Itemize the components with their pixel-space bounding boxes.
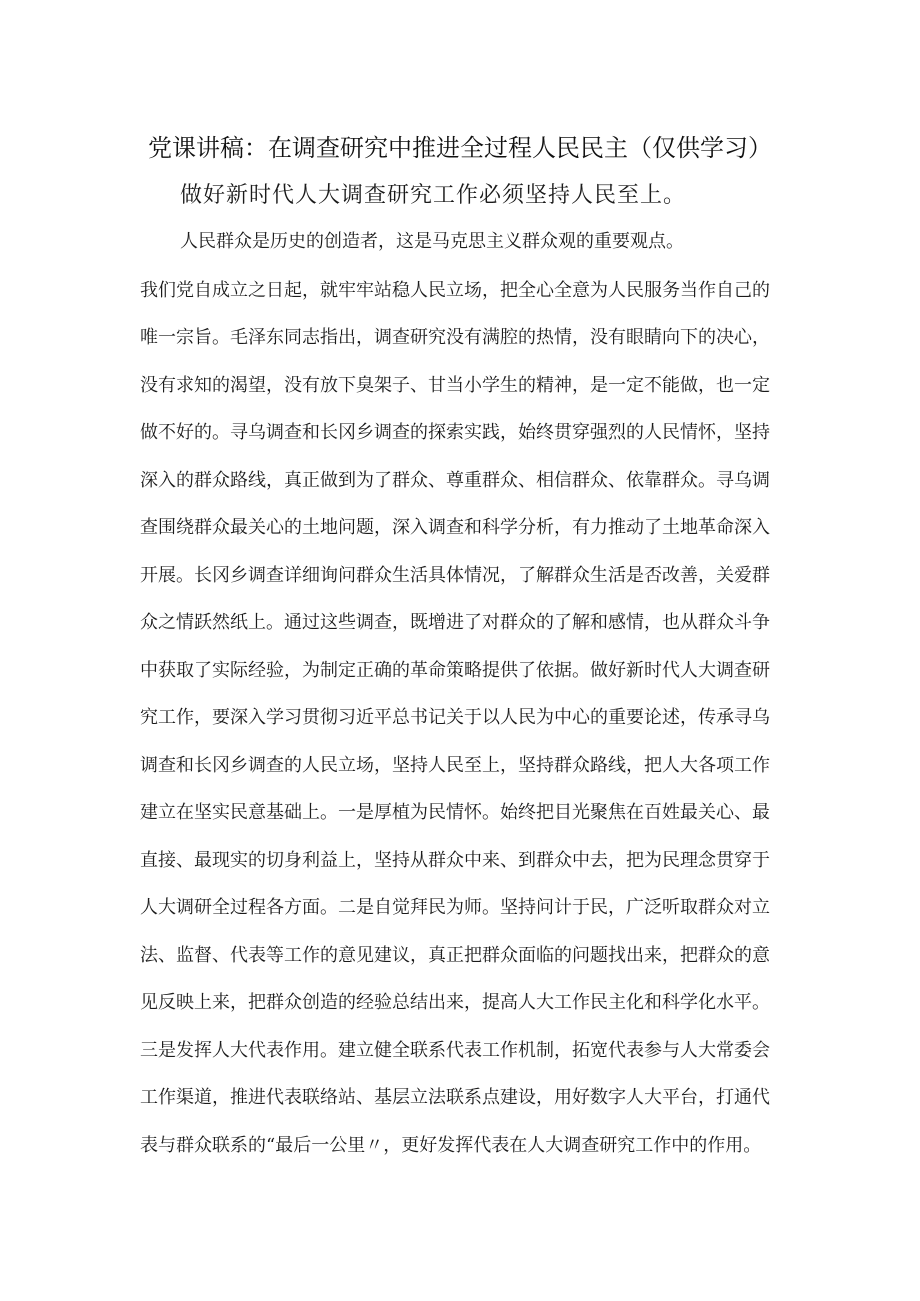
paragraph-line: 见反映上来，把群众创造的经验总结出来，提高人大工作民主化和科学化水平。 <box>140 992 770 1013</box>
paragraph-line: 没有求知的渴望，没有放下臭架子、甘当小学生的精神，是一定不能做，也一定 <box>140 375 770 396</box>
paragraph-line: 调查和长冈乡调查的人民立场，坚持人民至上，坚持群众路线，把人大各项工作 <box>140 755 770 776</box>
paragraph-line: 人大调研全过程各方面。二是自觉拜民为师。坚持问计于民，广泛听取群众对立 <box>140 897 770 918</box>
paragraph-line: 表与群众联系的“最后一公里〃，更好发挥代表在人大调查研究工作中的作用。 <box>140 1135 762 1156</box>
paragraph-line: 三是发挥人大代表作用。建立健全联系代表工作机制，拓宽代表参与人大常委会 <box>140 1040 770 1061</box>
document-title: 党课讲稿：在调查研究中推进全过程人民民主（仅供学习） <box>148 134 772 162</box>
paragraph-line: 众之情跃然纸上。通过这些调查，既增进了对群众的了解和感情，也从群众斗争 <box>140 612 770 633</box>
paragraph-line: 法、监督、代表等工作的意见建议，真正把群众面临的问题找出来，把群众的意 <box>140 945 770 966</box>
paragraph-line: 查围绕群众最关心的土地问题，深入调查和科学分析，有力推动了土地革命深入 <box>140 517 770 538</box>
paragraph-line: 究工作，要深入学习贯彻习近平总书记关于以人民为中心的重要论述，传承寻乌 <box>140 707 770 728</box>
paragraph-line: 做不好的。寻乌调查和长冈乡调查的探索实践，始终贯穿强烈的人民情怀，坚持 <box>140 422 770 443</box>
paragraph-line: 中获取了实际经验，为制定正确的革命策略提供了依据。做好新时代人大调查研 <box>140 660 770 681</box>
paragraph-line: 人民群众是历史的创造者，这是马克思主义群众观的重要观点。 <box>180 231 684 252</box>
paragraph-line: 深入的群众路线，真正做到为了群众、尊重群众、相信群众、依靠群众。寻乌调 <box>140 470 770 491</box>
paragraph-line: 工作渠道，推进代表联络站、基层立法联系点建设，用好数字人大平台，打通代 <box>140 1087 770 1108</box>
document-subtitle: 做好新时代人大调查研究工作必须坚持人民至上。 <box>180 183 687 208</box>
paragraph-line: 直接、最现实的切身利益上，坚持从群众中来、到群众中去，把为民理念贯穿于 <box>140 850 770 871</box>
paragraph-line: 我们党自成立之日起，就牢牢站稳人民立场，把全心全意为人民服务当作自己的 <box>140 280 770 301</box>
paragraph-line: 开展。长冈乡调查详细询问群众生活具体情况，了解群众生活是否改善，关爱群 <box>140 565 770 586</box>
paragraph-line: 建立在坚实民意基础上。一是厚植为民情怀。始终把目光聚焦在百姓最关心、最 <box>140 802 770 823</box>
paragraph-line: 唯一宗旨。毛泽东同志指出，调查研究没有满腔的热情，没有眼睛向下的决心， <box>140 327 770 348</box>
